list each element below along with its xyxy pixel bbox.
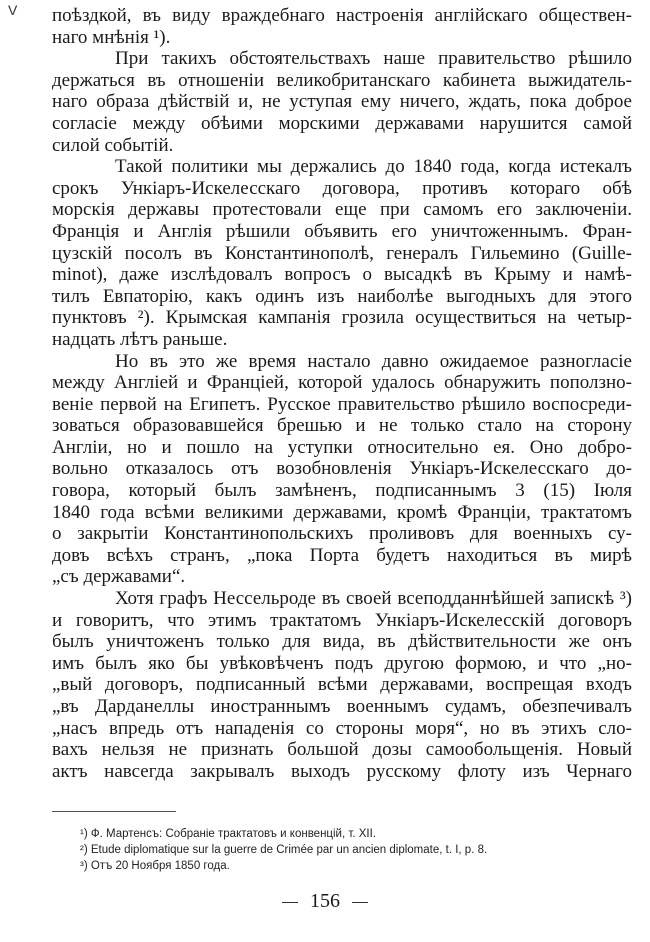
text-line: довъ всѣхъ странъ, „пока Порта будетъ находиться въ мирѣ [52, 544, 632, 566]
text-line: зоваться образовавшейся брешью и не только стало на сторону [52, 415, 632, 437]
text-line: Хотя графъ Нессельроде въ своей всеподданнѣйшей запискѣ ³) [115, 588, 632, 610]
text-line: minot), даже изслѣдовалъ вопросъ о высадкѣ въ Крыму и намѣ- [52, 264, 632, 286]
text-line: „съ державами“. [52, 566, 186, 588]
text-line: Франція и Англія рѣшили объявить его уничтоженнымъ. Фран- [52, 220, 632, 242]
page-number-text: 156 [310, 890, 340, 912]
text-line: вахъ нельзя не признать большой дозы самообольщенія. Новый [52, 739, 632, 761]
margin-mark: V [8, 2, 18, 18]
text-line: морскія державы протестовали еще при самомъ его заключеніи. [52, 199, 632, 221]
dash-left [282, 902, 298, 903]
text-line: „насъ впредь отъ нападенія со стороны моря“, но въ этихъ сло- [52, 717, 632, 739]
text-line: Англіи, но и пошло на уступки относительно ея. Оно добро- [52, 436, 632, 458]
text-line: „вый договоръ, подписанный всѣми державами, воспрещая входъ [52, 674, 632, 696]
text-line: наго образа дѣйствій и, не уступая ему ничего, ждать, пока доброе [52, 91, 632, 113]
paragraph [52, 156, 632, 350]
body-text [52, 5, 632, 782]
footnote: ³) Отъ 20 Ноября 1850 года. [80, 860, 230, 872]
text-line: тилъ Евпаторію, какъ одинъ изъ наиболѣе выгодныхъ для этого [52, 285, 632, 307]
text-line: держаться въ отношеніи великобританскаго кабинета выжидатель- [52, 69, 632, 91]
footnote: ¹) Ф. Мартенсъ: Собраніе трактатовъ и конвенцій, т. XII. [80, 828, 377, 840]
text-line: вольно отказалось отъ возобновленія Ункіаръ-Искелесскаго до- [52, 458, 632, 480]
text-line: о закрытіи Константинопольскихъ проливовъ для военныхъ су- [52, 523, 632, 545]
text-line: имъ былъ яко бы увѣковѣченъ подъ другою формою, и что „но- [52, 652, 632, 674]
text-line: срокъ Ункіаръ-Искелесскаго договора, противъ котораго обѣ [52, 177, 632, 199]
text-line: Такой политики мы держались до 1840 года, когда истекалъ [115, 156, 632, 178]
text-line: согласіе между обѣими морскими державами нарушится самой [52, 112, 632, 134]
text-line: надцать лѣтъ раньше. [52, 328, 228, 350]
text-line: „въ Дарданеллы иностраннымъ военнымъ судамъ, обезпечивалъ [52, 696, 632, 717]
text-line: актъ навсегда закрывалъ выходъ русскому флоту изъ Чернаго [52, 760, 632, 782]
text-line: наго мнѣнія ¹). [52, 26, 171, 48]
text-line: Но въ это же время настало давно ожидаемое разногласіе [115, 350, 632, 372]
paragraph [52, 351, 632, 589]
dash-right [352, 902, 368, 903]
text-line: пунктовъ ²). Крымская кампанія грозила осуществиться на четыр- [52, 307, 632, 329]
footnotes [80, 826, 487, 874]
text-line: между Англіей и Франціей, которой удалось обнаружить поползно- [52, 372, 632, 394]
paragraph [52, 48, 632, 156]
page-number [0, 890, 650, 913]
text-line: былъ уничтоженъ только для вида, въ дѣйствительности же онъ [52, 631, 632, 653]
text-line: силой событій. [52, 134, 174, 156]
text-line: веніе первой на Египетъ. Русское правительство рѣшило воспосреди- [52, 393, 632, 415]
text-line: При такихъ обстоятельствахъ наше правительство рѣшило [115, 48, 632, 70]
footnote-divider [52, 811, 176, 812]
paragraph [52, 5, 632, 48]
text-line: говора, который былъ замѣненъ, подписаннымъ 3 (15) Іюля [52, 480, 632, 502]
text-line: поѣздкой, въ виду враждебнаго настроенія англійскаго обществен- [52, 5, 632, 26]
text-line: и говоритъ, что этимъ трактатомъ Ункіаръ-Искелесскій договоръ [52, 609, 632, 631]
text-line: 1840 года всѣми великими державами, кромѣ Франціи, трактатомъ [52, 501, 632, 523]
paragraph [52, 588, 632, 782]
text-line: цузскій посолъ въ Константинополѣ, генералъ Гильемино (Guille- [52, 242, 632, 264]
footnote: ²) Etude diplomatique sur la guerre de Crimée par un ancien diplomate, t. I, p. 8. [80, 844, 488, 856]
